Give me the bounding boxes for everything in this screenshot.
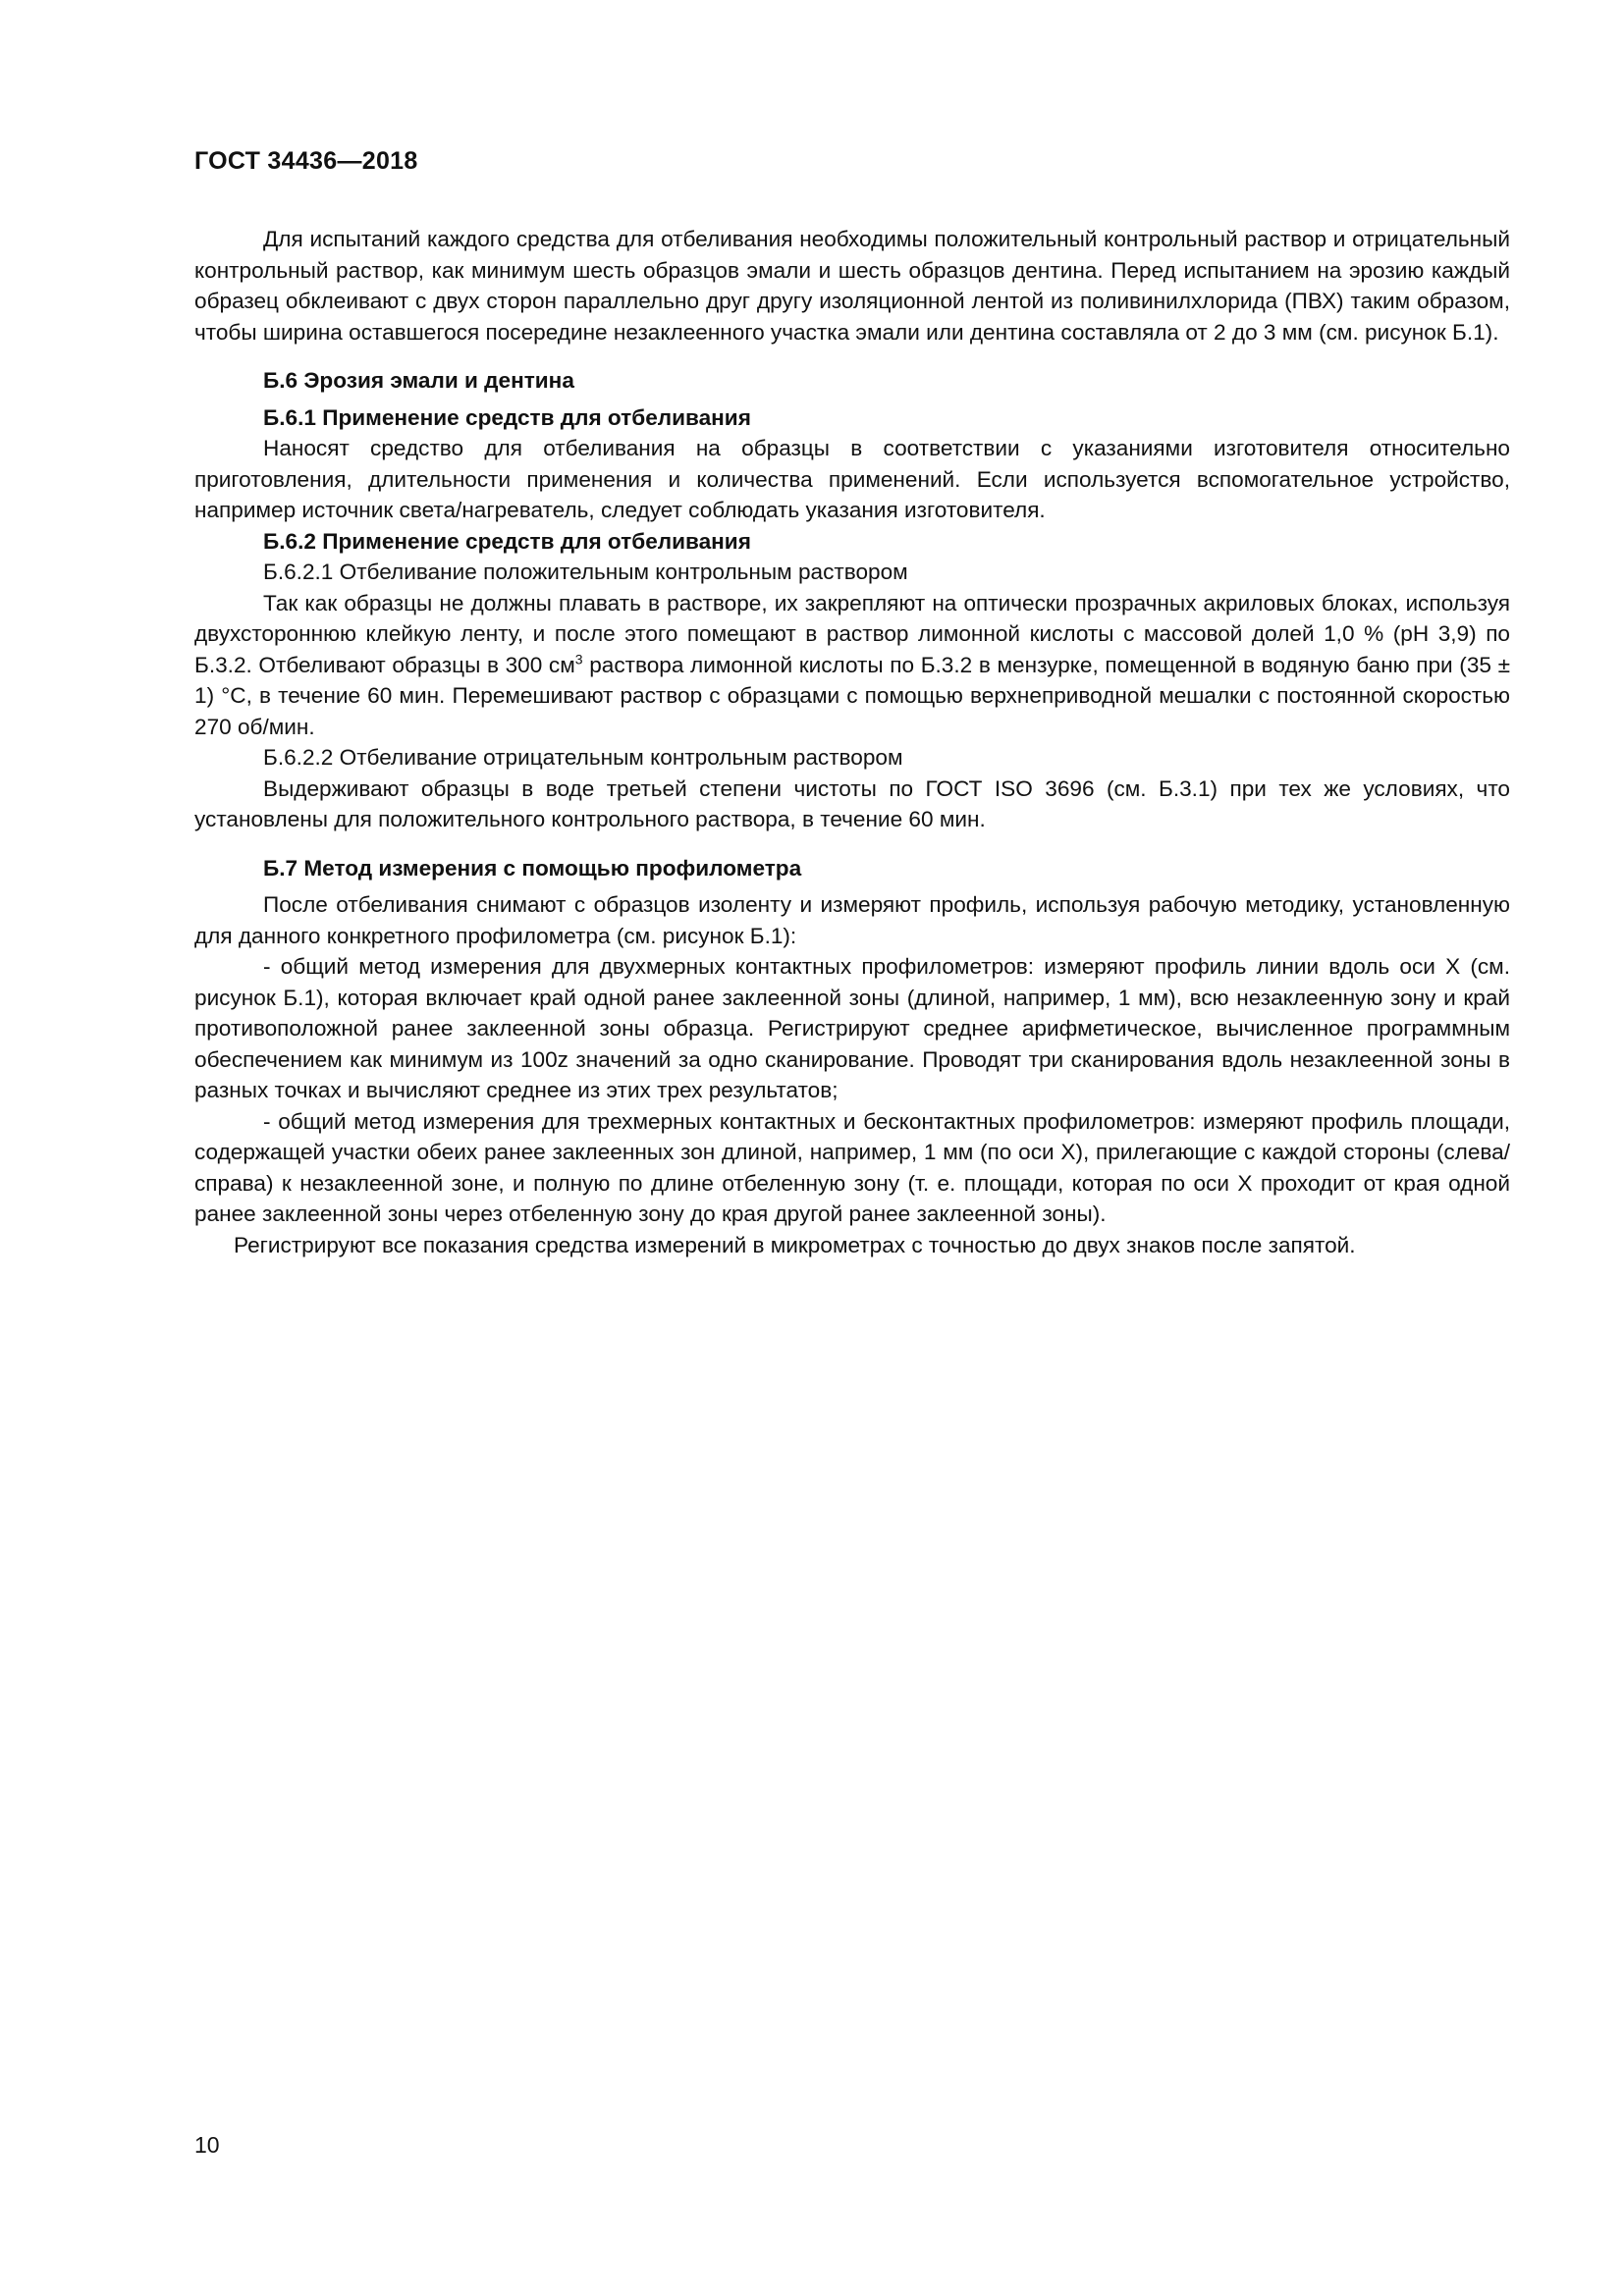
section-b7-list-item-1: - общий метод измерения для двухмерных контактных профилометров: измеряют профиль линии вдоль оси X (см. рисунок Б.1), которая включает край одной ранее заклеенной зоны (длиной, например, 1 мм), всю незаклеенную зону и край противоположной ранее заклеенной зоны образца. Регистрируют среднее арифметическое, вычисленное программным обеспечением как минимум из 100z значений за одно сканирование. Проводят три сканирования вдоль незаклеенной зоны в разных точках и вычисляют среднее из этих трех результатов;	[194, 954, 1510, 1102]
document-body	[194, 224, 1510, 1260]
page-number: 10	[194, 2132, 220, 2158]
section-b7-intro: После отбеливания снимают с образцов изоленту и измеряют профиль, используя рабочую методику, установленную для данного конкретного профилометра (см. рисунок Б.1):	[194, 892, 1510, 948]
section-b6-heading: Б.6 Эрозия эмали и дентина	[263, 368, 574, 393]
section-b622-paragraph: Выдерживают образцы в воде третьей степени чистоты по ГОСТ ISO 3696 (см. Б.3.1) при тех же условиях, что установлены для положительного контрольного раствора, в течение 60 мин.	[194, 775, 1510, 831]
section-b61-paragraph: Наносят средство для отбеливания на образцы в соответствии с указаниями изготовителя относительно приготовления, длительности применения и количества применений. Если используется вспомогательное устройство, например источник света/нагреватель, следует соблюдать указания изготовителя.	[194, 436, 1510, 522]
section-b621-paragraph	[194, 588, 1510, 743]
section-b7-final-paragraph: Регистрируют все показания средства измерений в микрометрах с точностью до двух знаков после запятой.	[234, 1232, 1356, 1257]
section-b622-heading: Б.6.2.2 Отбеливание отрицательным контрольным раствором	[263, 745, 903, 770]
section-b7-heading: Б.7 Метод измерения с помощью профилометра	[263, 855, 802, 881]
section-b61-heading: Б.6.1 Применение средств для отбеливания	[263, 404, 751, 430]
b621-text-part-2: раствора лимонной кислоты по Б.3.2 в мензурке, помещенной в водяную баню при (35 ± 1) °C, в течение 60 мин. Перемешивают раствор с образцами с помощью верхнеприводной мешалки с постоянной скоростью 270 об/мин.	[194, 652, 1510, 739]
intro-paragraph: Для испытаний каждого средства для отбеливания необходимы положительный контрольный раствор и отрицательный контрольный раствор, как минимум шесть образцов эмали и шесть образцов дентина. Перед испытанием на эрозию каждый образец обклеивают с двух сторон параллельно друг другу изоляционной лентой из поливинилхлорида (ПВХ) таким образом, чтобы ширина оставшегося посередине незаклеенного участка эмали или дентина составляла от 2 до 3 мм (см. рисунок Б.1).	[194, 227, 1510, 345]
section-b62-heading: Б.6.2 Применение средств для отбеливания	[263, 528, 751, 554]
cubic-superscript: 3	[574, 650, 583, 667]
section-b7-list-item-2: - общий метод измерения для трехмерных контактных и бесконтактных профилометров: измеряют профиль площади, содержащей участки обеих ранее заклеенных зон длиной, например, 1 мм (по оси X), прилегающие с каждой стороны (слева/справа) к незаклеенной зоне, и полную по длине отбеленную зону (т. е. площади, которая по оси X проходит от края одной ранее заклеенной зоны через отбеленную зону до края другой ранее заклеенной зоны).	[194, 1108, 1510, 1226]
section-b621-heading: Б.6.2.1 Отбеливание положительным контрольным раствором	[263, 560, 908, 584]
b621-text-part-1: Так как образцы не должны плавать в растворе, их закрепляют на оптически прозрачных акриловых блоках, используя двухстороннюю клейкую ленту, и после этого помещают в раствор лимонной кислоты с массовой долей 1,0 % (pH 3,9) по Б.3.2. Отбеливают образцы в 300 см	[194, 590, 1510, 677]
document-header: ГОСТ 34436—2018	[194, 147, 418, 175]
